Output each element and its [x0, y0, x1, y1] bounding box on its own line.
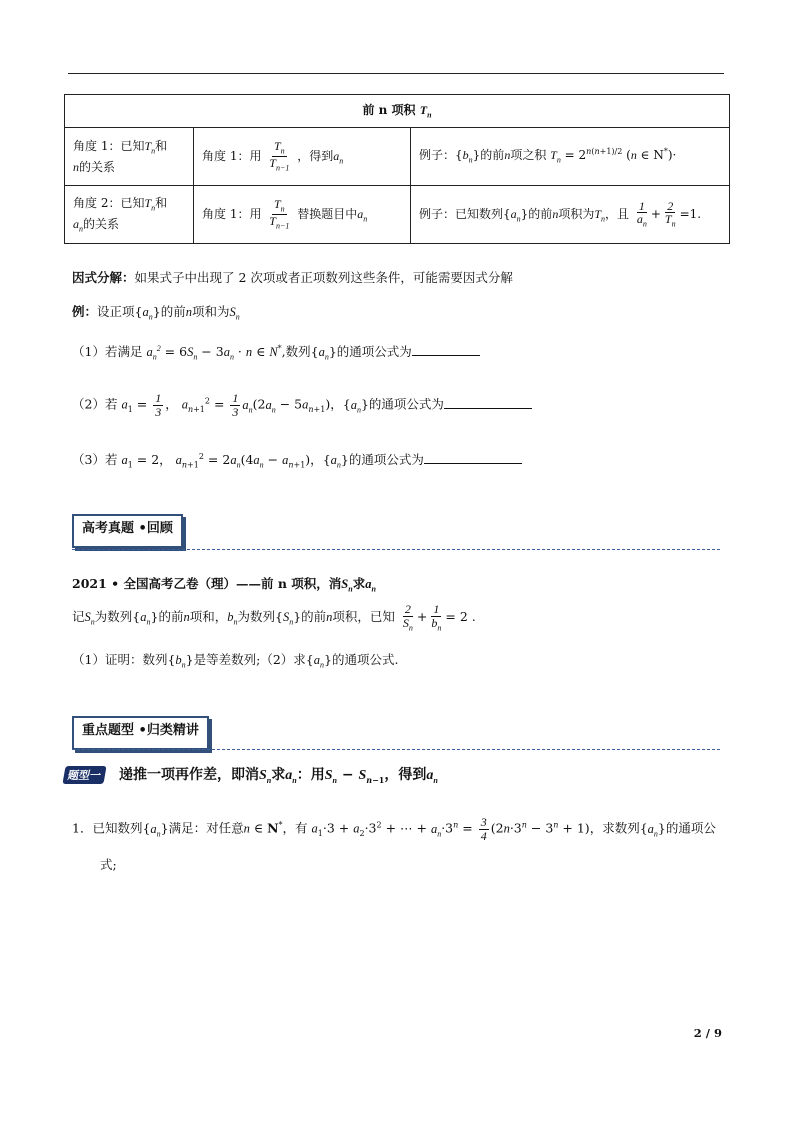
exam-l1-c: 的前	[158, 609, 184, 625]
example-label: 例：	[72, 304, 98, 319]
problem1-a: 已知数列	[92, 820, 143, 836]
topic-text-c: ：用	[296, 767, 325, 783]
factor-line	[72, 268, 513, 286]
exam-l1-a: 记	[72, 609, 85, 625]
topic-text-b: 求	[271, 767, 286, 783]
row1-c1-c: 的关系	[79, 159, 116, 174]
q3-a: （3）若	[72, 452, 118, 467]
example-text-c: 项和为	[191, 304, 230, 319]
row2-c1-c: 的关系	[83, 216, 120, 231]
row2-c1-a: 角度 2：已知	[73, 195, 145, 210]
table-header-text: 前 n 项积	[362, 102, 416, 117]
exam-l1-b: 为数列	[94, 609, 133, 625]
row2-col3: 例子：已知数列$\{a_n\}$的前n项积为$T_n$，且 $\frac{1}{a_n}$ + $\frac{2}{T_n}$ =1.	[411, 186, 730, 244]
problem1-f: 式;	[100, 857, 117, 872]
example-line: 例：设正项$\{a_n\}$的前n项和为$S_n$	[72, 304, 240, 322]
row1-c2-b: ，得到	[297, 149, 334, 163]
q2-b: ，	[330, 396, 343, 412]
exam-l1-e: 为数列	[237, 609, 275, 625]
factor-text: 如果式子中出现了 2 次项或者正项数列这些条件，可能需要因式分解	[134, 270, 513, 285]
answer-blank-3[interactable]	[424, 463, 522, 464]
problem1-c: ，有	[282, 820, 308, 836]
page-number: 2 / 9	[693, 1026, 722, 1040]
row2-c3-b: 的前	[528, 207, 553, 221]
exam-line-2: （1）证明：数列$\{b_n\}$是等差数列;（2）求$\{a_n\}$的通项公式.	[72, 652, 399, 670]
answer-blank-2[interactable]	[444, 408, 532, 409]
example-text-b: 的前	[160, 304, 186, 319]
row1-c3-c: 项之积	[510, 148, 547, 163]
exam-l1-d: 项和，	[189, 609, 228, 625]
problem1-e: 的通项公	[665, 820, 716, 836]
header-rule	[68, 73, 724, 74]
problem1-d: ，求数列	[589, 820, 640, 836]
exam-title-end: 求	[352, 576, 366, 591]
factor-label: 因式分解：	[72, 270, 135, 285]
question-2: （2）若 $a_1$ = $\frac{1}{3}$ ， $a_{n+1}^2$ = $\frac{1}{3}$ $a_n(2a_n - 5a_{n+1})$，$\{a_n\}$的通项公式为	[72, 392, 532, 418]
row2-c3-d: ，且	[605, 207, 630, 221]
row2-c3-c: 项积为	[558, 207, 595, 221]
dashed-divider-1	[72, 549, 720, 550]
question-1: （1）若满足 $a_n^2 = 6S_n - 3a_n \cdot n$ ∈ N*,数列$\{a_n\}$的通项公式为	[72, 342, 480, 362]
exam-l2-b: 是等差数列;（2）求	[193, 652, 306, 667]
exam-title-text: 2021 • 全国高考乙卷（理）——前 n 项积，消	[72, 576, 342, 591]
q2-a: （2）若	[72, 396, 118, 412]
q1-a: （1）若满足	[72, 344, 143, 359]
problem-1: 1．已知数列$\{a_n\}$满足：对任意n ∈ N*，有 $a_1\cdot 3 + a_2\cdot 3^2$ + ⋯ + $a_n\cdot 3^n$ = $\frac{3}{4}$ $(2n\cdot 3^n - 3^n + 1)$，求数列$\{a_n\}$的通项公	[72, 815, 716, 843]
summary-table	[64, 94, 730, 244]
q3-b: ，	[310, 452, 323, 467]
row1-col3: 例子：$\{b_n\}$的前n项之积 $T_n = 2^{n(n+1)/2}$ (n ∈ N*)·	[411, 128, 730, 186]
row1-c3-a: 例子：	[419, 148, 456, 163]
q1-b: ,数列	[281, 344, 311, 359]
row2-c3-a: 例子：已知数列	[419, 207, 504, 221]
row2-col1: 角度 2：已知$T_n$和 $a_n$的关系	[65, 186, 194, 244]
q3-c: 的通项公式为	[348, 452, 424, 467]
row1-c3-b: 的前	[480, 148, 505, 163]
answer-blank-1[interactable]	[412, 355, 480, 356]
row2-c1-b: 和	[155, 195, 168, 210]
exam-l1-g: 项积，已知	[332, 609, 395, 625]
question-3: （3）若 $a_1 = 2$， $a_{n+1}^2 = 2a_n(4a_n - a_{n+1})$，$\{a_n\}$的通项公式为	[72, 450, 522, 470]
exam-l2-a: （1）证明：数列	[72, 652, 168, 667]
topic-text-a: 递推一项再作差，即消	[119, 767, 259, 783]
topic-tag: 题型一	[62, 766, 106, 784]
row2-c2-b: 替换题目中	[297, 207, 358, 221]
exam-l1-f: 的前	[301, 609, 327, 625]
exam-line-1: 记$S_n$为数列$\{a_n\}$的前n项和，$b_n$为数列$\{S_n\}$的前n项积，已知 $\frac{2}{S_n}$ + $\frac{1}{b_n}$ = 2 .	[72, 602, 476, 632]
topic-text-d: ，得到	[384, 767, 427, 783]
row1-c1-a: 角度 1：已知	[73, 138, 145, 153]
problem1-num: 1．	[72, 820, 93, 836]
problem1-b: 满足：对任意	[168, 820, 244, 836]
row1-col1: 角度 1：已知$T_n$和 n的关系	[65, 128, 194, 186]
table-header: 前 n 项积 $T_n$	[65, 95, 730, 128]
banner-key-types: 重点题型 •归类精讲	[72, 716, 209, 750]
q1-c: 的通项公式为	[336, 344, 412, 359]
row1-c2-a: 角度 1：用	[202, 149, 262, 163]
topic-heading: 题型一 递推一项再作差，即消$S_n$求$a_n$：用$S_n - S_{n-1}$，得到$a_n$	[64, 764, 438, 785]
banner-exam-review: 高考真题 •回顾	[72, 514, 183, 548]
q2-c: 的通项公式为	[368, 396, 444, 412]
exam-title: 2021 • 全国高考乙卷（理）——前 n 项积，消$S_n$求$a_n$	[72, 576, 376, 594]
row2-c2-a: 角度 1：用	[202, 207, 262, 221]
dashed-divider-2	[72, 749, 720, 750]
row1-col2: 角度 1：用 $\frac{T_n}{T_{n-1}}$ ，得到$a_n$	[194, 128, 411, 186]
exam-l2-c: 的通项公式.	[331, 652, 399, 667]
problem-1-cont	[100, 855, 117, 873]
example-text-a: 设正项	[97, 304, 135, 319]
row1-c1-b: 和	[155, 138, 168, 153]
row2-col2: 角度 1：用 $\frac{T_n}{T_{n-1}}$ 替换题目中$a_n$	[194, 186, 411, 244]
